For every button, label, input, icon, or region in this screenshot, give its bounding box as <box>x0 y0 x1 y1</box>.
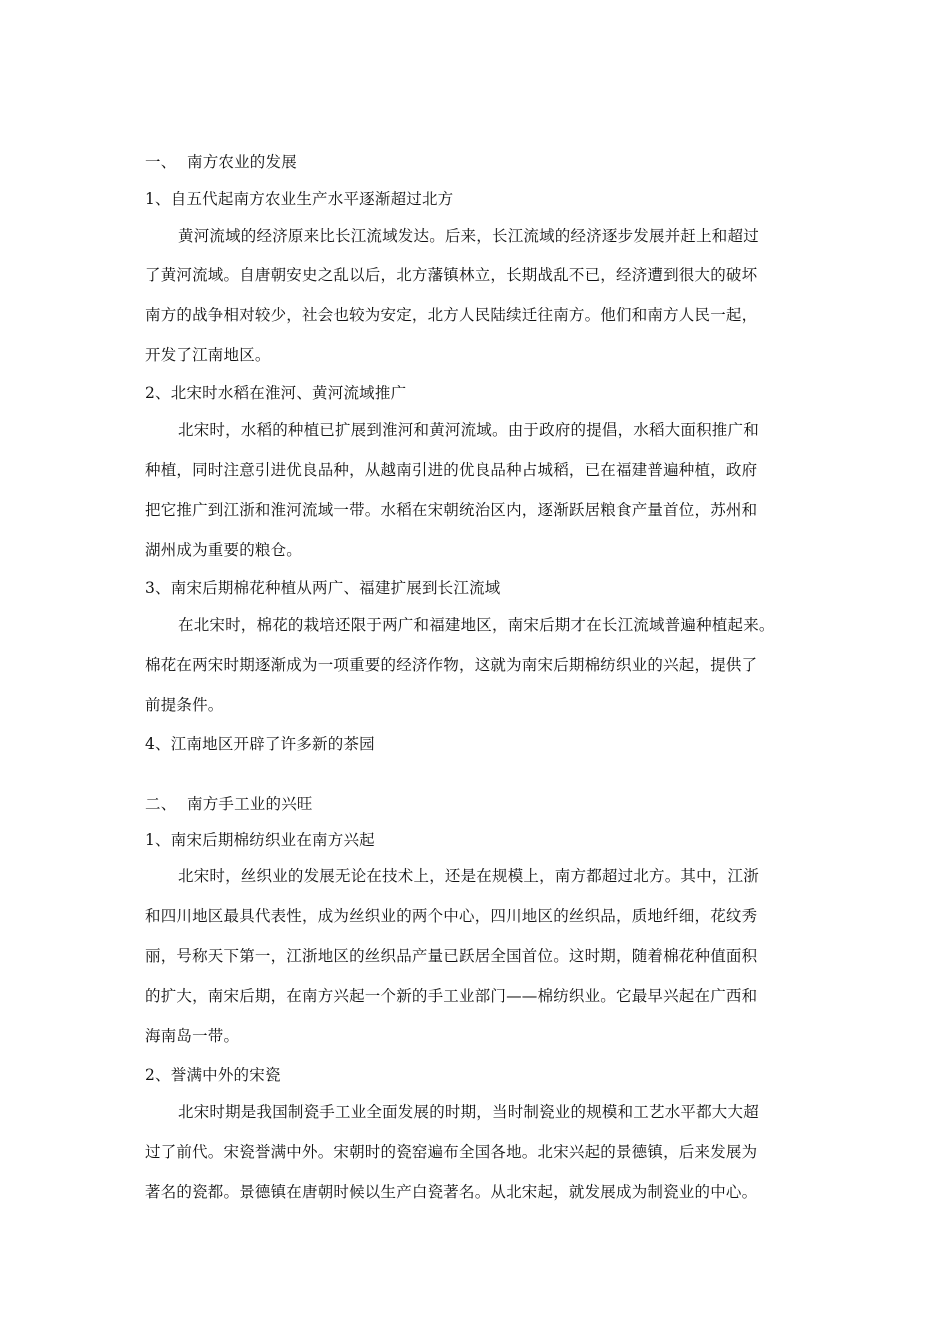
section-1-number: 一、 <box>145 153 177 171</box>
paragraph-line: 著名的瓷都。景德镇在唐朝时候以生产白瓷著名。从北宋起，就发展成为制瓷业的中心。 <box>145 1183 758 1201</box>
paragraph-line: 南方的战争相对较少，社会也较为安定，北方人民陆续迁往南方。他们和南方人民一起， <box>145 306 758 324</box>
section-1-title: 南方农业的发展 <box>187 153 297 171</box>
paragraph-line: 北宋时，丝织业的发展无论在技术上，还是在规模上，南方都超过北方。其中，江浙 <box>178 867 759 885</box>
paragraph-line: 种植，同时注意引进优良品种，从越南引进的优良品种占城稻，已在福建普遍种植，政府 <box>145 461 758 479</box>
paragraph-line: 在北宋时，棉花的栽培还限于两广和福建地区，南宋后期才在长江流域普遍种植起来。 <box>178 616 775 634</box>
paragraph-line: 北宋时，水稻的种植已扩展到淮河和黄河流域。由于政府的提倡，水稻大面积推广和 <box>178 421 759 439</box>
section-1-sub-1-title: 1、自五代起南方农业生产水平逐渐超过北方 <box>145 190 454 208</box>
section-2-heading <box>145 794 313 814</box>
paragraph-line: 北宋时期是我国制瓷手工业全面发展的时期，当时制瓷业的规模和工艺水平都大大超 <box>178 1103 759 1121</box>
section-2-number: 二、 <box>145 795 177 813</box>
paragraph-line: 把它推广到江浙和淮河流域一带。水稻在宋朝统治区内，逐渐跃居粮食产量首位，苏州和 <box>145 501 758 519</box>
paragraph-line: 的扩大，南宋后期，在南方兴起一个新的手工业部门——棉纺织业。它最早兴起在广西和 <box>145 987 758 1005</box>
section-2-sub-2-title: 2、誉满中外的宋瓷 <box>145 1066 281 1084</box>
section-1-sub-4-title: 4、江南地区开辟了许多新的茶园 <box>145 735 375 753</box>
paragraph-line: 开发了江南地区。 <box>145 346 271 364</box>
section-2-sub-1-title: 1、南宋后期棉纺织业在南方兴起 <box>145 831 375 849</box>
section-2-title: 南方手工业的兴旺 <box>187 795 313 813</box>
paragraph-line: 棉花在两宋时期逐渐成为一项重要的经济作物，这就为南宋后期棉纺织业的兴起，提供了 <box>145 656 758 674</box>
paragraph-line: 和四川地区最具代表性，成为丝织业的两个中心，四川地区的丝织品，质地纤细，花纹秀 <box>145 907 758 925</box>
paragraph-line: 了黄河流域。自唐朝安史之乱以后，北方藩镇林立，长期战乱不已，经济遭到很大的破坏 <box>145 266 758 284</box>
section-1-sub-3-title: 3、南宋后期棉花种植从两广、福建扩展到长江流域 <box>145 579 501 597</box>
paragraph-line: 海南岛一带。 <box>145 1027 240 1045</box>
paragraph-line: 湖州成为重要的粮仓。 <box>145 541 303 559</box>
section-1-heading <box>145 152 297 172</box>
paragraph-line: 丽，号称天下第一，江浙地区的丝织品产量已跃居全国首位。这时期，随着棉花种值面积 <box>145 947 758 965</box>
paragraph-line: 过了前代。宋瓷誉满中外。宋朝时的瓷窑遍布全国各地。北宋兴起的景德镇，后来发展为 <box>145 1143 758 1161</box>
section-1-sub-2-title: 2、北宋时水稻在淮河、黄河流域推广 <box>145 384 407 402</box>
paragraph-line: 前提条件。 <box>145 696 224 714</box>
paragraph-line: 黄河流域的经济原来比长江流域发达。后来，长江流域的经济逐步发展并赶上和超过 <box>178 227 759 245</box>
